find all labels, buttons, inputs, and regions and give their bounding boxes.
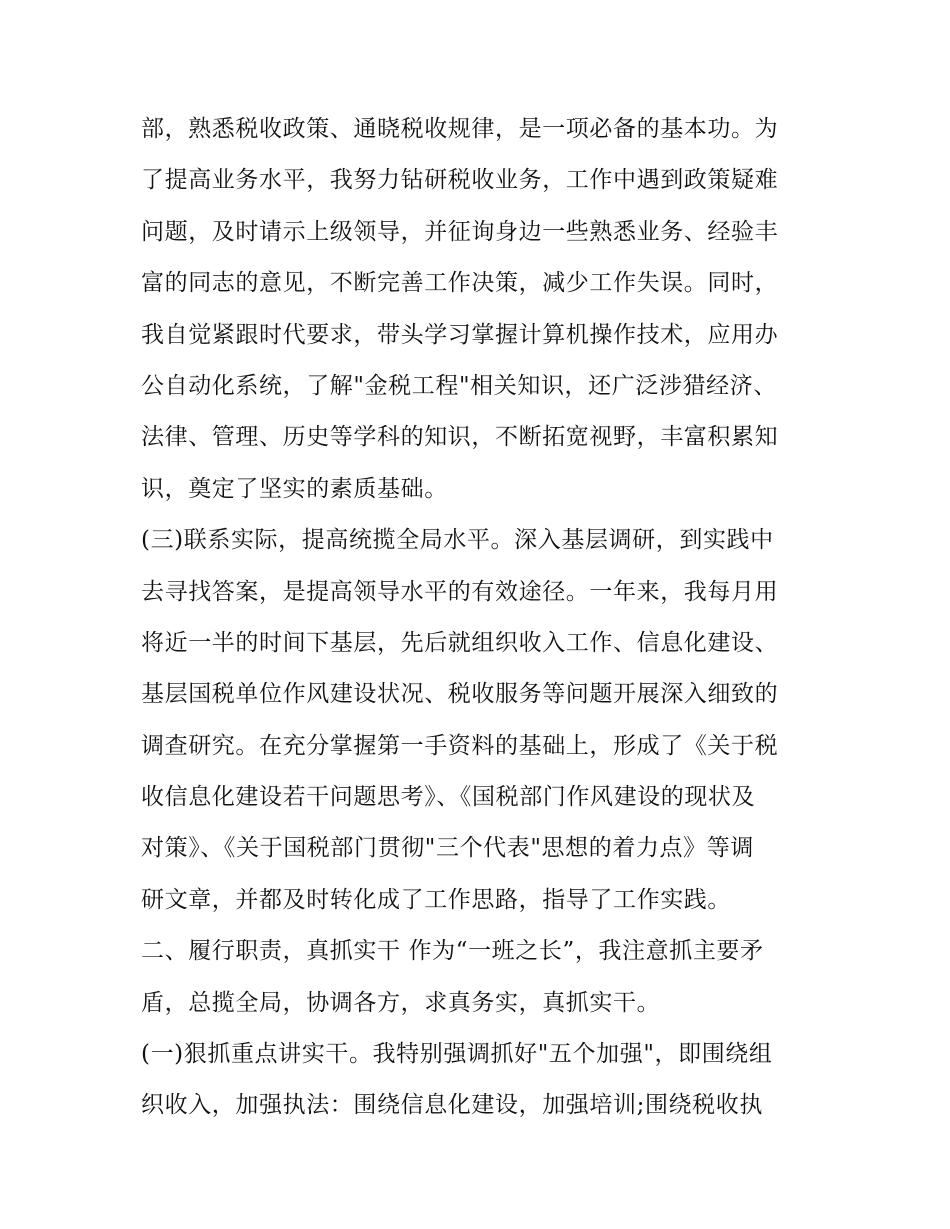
text-line: 部，熟悉税收政策、通晓税收规律，是一项必备的基本功。为 bbox=[141, 116, 779, 142]
text-line: 调查研究。在充分掌握第一手资料的基础上，形成了《关于税 bbox=[141, 732, 779, 759]
text-line: 去寻找答案，是提高领导水平的有效途径。一年来，我每月用 bbox=[141, 578, 779, 605]
text-line: 收信息化建设若干问题思考》、《国税部门作风建设的现状及 bbox=[141, 784, 756, 811]
text-line: 对策》、《关于国税部门贯彻"三个代表"思想的着力点》等调 bbox=[141, 835, 754, 862]
text-line: 织收入，加强执法：围绕信息化建设，加强培训;围绕税收执 bbox=[141, 1092, 763, 1119]
text-line: 研文章，并都及时转化成了工作思路，指导了工作实践。 bbox=[141, 886, 731, 913]
text-line: 盾，总揽全局，协调各方，求真务实，真抓实干。 bbox=[141, 989, 661, 1016]
section-heading-1: (一)狠抓重点讲实干。我特别强调抓好"五个加强"，即围绕组 bbox=[141, 1041, 773, 1068]
section-heading-3: (三)联系实际，提高统揽全局水平。深入基层调研，到实践中 bbox=[141, 527, 774, 554]
text-line: 问题，及时请示上级领导，并征询身边一些熟悉业务、经验丰 bbox=[141, 218, 779, 245]
text-line: 将近一半的时间下基层，先后就组织收入工作、信息化建设、 bbox=[141, 629, 779, 656]
body-text bbox=[141, 104, 816, 1132]
text-line: 了提高业务水平，我努力钻研税收业务，工作中遇到政策疑难 bbox=[141, 167, 779, 194]
text-line: 公自动化系统，了解"金税工程"相关知识，还广泛涉猎经济、 bbox=[141, 372, 777, 399]
text-line: 富的同志的意见，不断完善工作决策，减少工作失误。同时， bbox=[141, 270, 779, 297]
section-heading-2: 二、履行职责，真抓实干 作为“一班之长”，我注意抓主要矛 bbox=[141, 938, 764, 965]
text-line: 识，奠定了坚实的素质基础。 bbox=[141, 475, 448, 502]
text-line: 法律、管理、历史等学科的知识，不断拓宽视野，丰富积累知 bbox=[141, 424, 779, 451]
text-line: 我自觉紧跟时代要求，带头学习掌握计算机操作技术，应用办 bbox=[141, 321, 779, 348]
text-line: 基层国税单位作风建设状况、税收服务等问题开展深入细致的 bbox=[141, 681, 779, 708]
